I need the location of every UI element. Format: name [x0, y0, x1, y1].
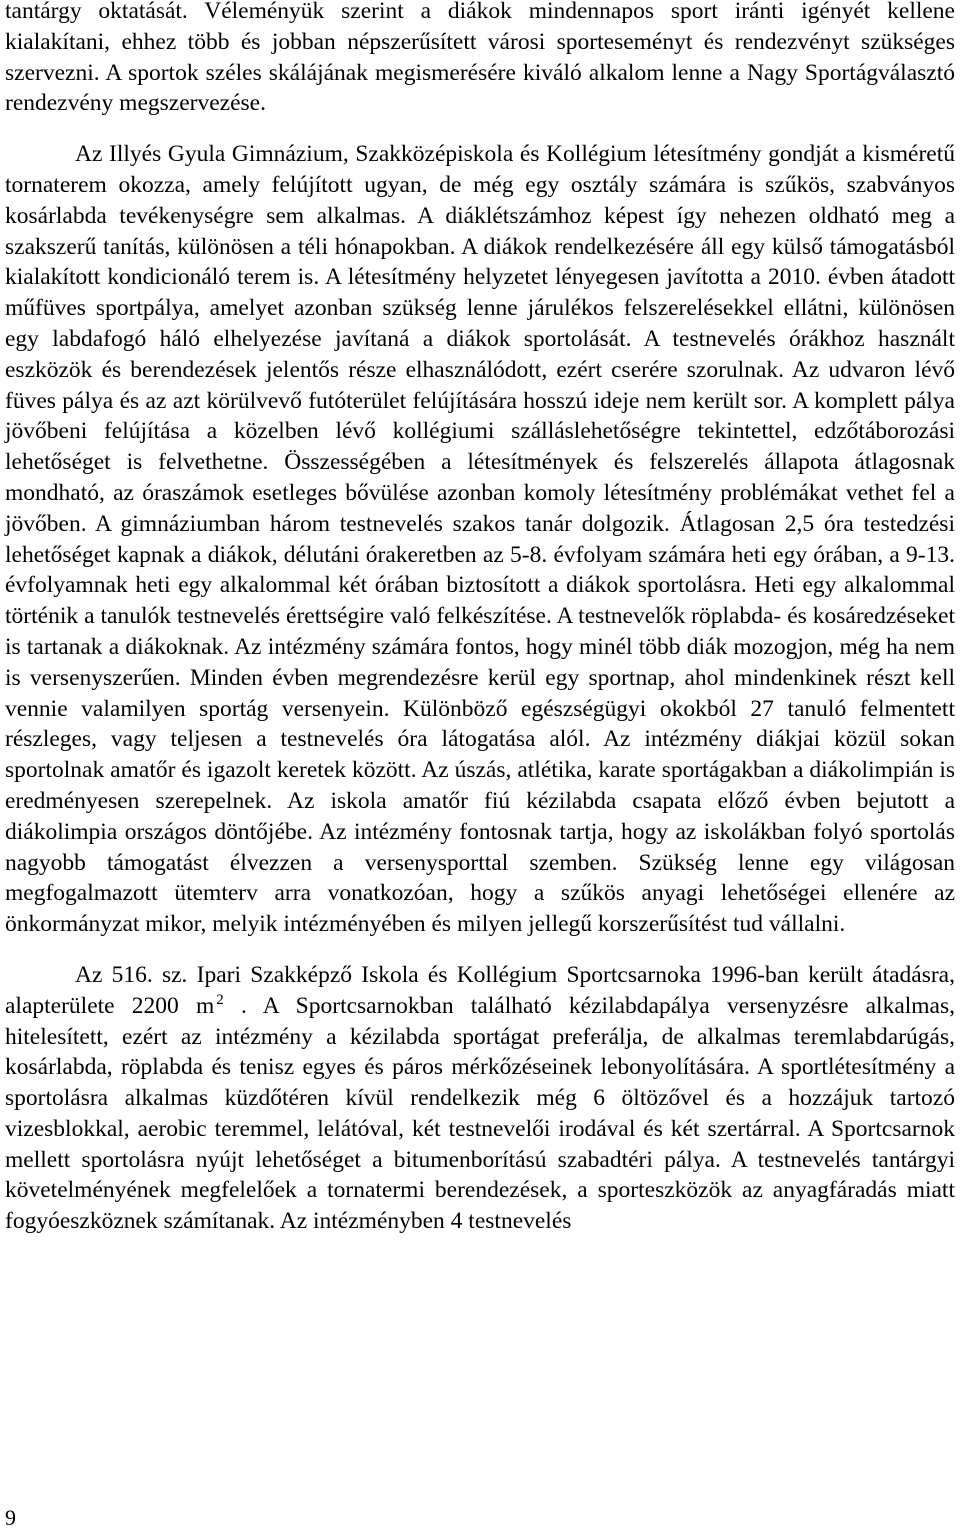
document-page: [5, 0, 955, 1237]
paragraph-3: [5, 960, 955, 1237]
paragraph-1: tantárgy oktatását. Véleményük szerint a diákok mindennapos sport iránti igényét kellene kialakítani, ehhez több és jobban népszerűsített városi sporteseményt és rendezvényt szükséges szervezni. A sportok széles skálájának megismerésére kiváló alkalom lenne a Nagy Sportágválasztó rendezvény megszervezése.: [5, 0, 955, 117]
page-number: 9: [5, 1505, 16, 1530]
area-unit-superscript: 2: [216, 991, 224, 1008]
paragraph-2: Az Illyés Gyula Gimnázium, Szakközépiskola és Kollégium létesítmény gondját a kisméretű tornaterem okozza, amely felújított ugyan, de még egy osztály számára is szűkös, szabványos kosárlabda tevékenységre sem alkalmas. A diáklétszámhoz képest így nehezen oldható meg a szakszerű tanítás, különösen a téli hónapokban. A diákok rendelkezésére áll egy külső támogatásból kialakított kondicionáló terem is. A létesítmény helyzetet lényegesen javította a 2010. évben átadott műfüves sportpálya, amelyet azonban szükség lenne járulékos felszerelésekkel ellátni, különösen egy labdafogó háló elhelyezése javítaná a diákok sportolását. A testnevelés órákhoz használt eszközök és berendezések jelentős része elhasználódott, ezért cserére szorulnak. Az udvaron lévő füves pálya és az azt körülvevő futóterület felújítására hosszú ideje nem került sor. A komplett pálya jövőbeni felújítása a közelben lévő kollégiumi szálláslehetőségre tekintettel, edzőtáborozási lehetőséget is felvethetne. Összességében a létesítmények és felszerelés állapota átlagosnak mondható, az óraszámok esetleges bővülése azonban komoly létesítmény problémákat vethet fel a jövőben. A gimnáziumban három testnevelés szakos tanár dolgozik. Átlagosan 2,5 óra testedzési lehetőséget kapnak a diákok, délutáni órakeretben az 5-8. évfolyam számára heti egy órában, a 9-13. évfolyamnak heti egy alkalommal két órában biztosított a diákok sportolásra. Heti egy alkalommal történik a tanulók testnevelés érettségire való felkészítése. A testnevelők röplabda- és kosáredzéseket is tartanak a diákoknak. Az intézmény számára fontos, hogy minél több diák mozogjon, még ha nem is versenyszerűen. Minden évben megrendezésre kerül egy sportnap, ahol mindenkinek részt kell vennie valamilyen sportág versenyein. Különböző egészségügyi okokból 27 tanuló felmentett részleges, vagy teljesen a testnevelés óra látogatása alól. Az intézmény diákjai közül sokan sportolnak amatőr és igazolt keretek között. Az úszás, atlétika, karate sportágakban a diákolimpián is eredményesen szerepelnek. Az iskola amatőr fiú kézilabda csapata előző évben bejutott a diákolimpia országos döntőjébe. Az intézmény fontosnak tartja, hogy az iskolákban folyó sportolás nagyobb támogatást élvezzen a versenysporttal szemben. Szükség lenne egy világosan megfogalmazott ütemterv arra vonatkozóan, hogy a szűkös anyagi lehetőségei ellenére az önkormányzat mikor, melyik intézményében és milyen jellegű korszerűsítést tud vállalni.: [5, 141, 955, 938]
paragraph-3-text-start: Az 516. sz. Ipari Szakképző Iskola és Kollégium Sportcsarnoka 1996-ban került átadásra, alapterülete 2200 m: [5, 961, 955, 1019]
paragraph-3-text-end: . A Sportcsarnokban található kézilabdapálya versenyzésre alkalmas, hitelesített, ezért az intézmény a kézilabda sportágat preferálja, de alkalmas teremlabdarúgás, kosárlabda, röplabda és tenisz egyes és páros mérkőzéseinek lebonyolítására. A sportlétesítmény a sportolásra alkalmas küzdőtéren kívül rendelkezik még 6 öltözővel és a hozzájuk tartozó vizesblokkal, aerobic teremmel, lelátóval, két testnevelői irodával és két szertárral. A Sportcsarnok mellett sportolásra nyújt lehetőséget a bitumenborítású szabadtéri pálya. A testnevelés tantárgyi követelményének megfelelőek a tornatermi berendezések, a sporteszközök az anyagfáradás miatt fogyóeszköznek számítanak. Az intézményben 4 testnevelés: [5, 992, 956, 1235]
